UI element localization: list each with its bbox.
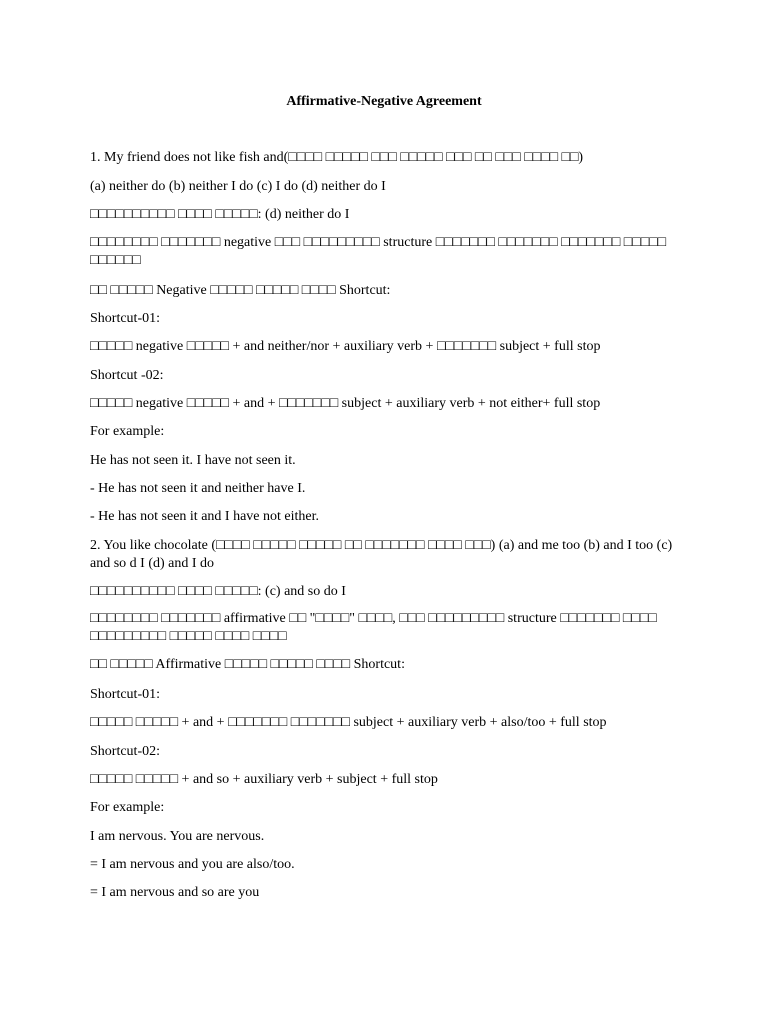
question-1: 1. My friend does not like fish and(□□□□ □□□□□ □□□ □□□□□ □□□ □□ □□□ □□□□ □□) [90, 150, 584, 165]
affirmative-example-1: I am nervous. You are nervous. [90, 829, 265, 844]
affirmative-explanation: □□□□□□□□ □□□□□□□ affirmative □□ "□□□□" □□□□, □□□ □□□□□□□□□ structure □□□□□□□ □□□□ □□□□□□□□□ □□□□□ □□□□ □□□□ [90, 611, 657, 644]
affirmative-shortcut-01-rule: □□□□□ □□□□□ + and + □□□□□□□ □□□□□□□ subject + auxiliary verb + also/too + full stop [90, 715, 607, 730]
affirmative-example-3: = I am nervous and so are you [90, 885, 260, 900]
negative-example-1: He has not seen it. I have not seen it. [90, 453, 296, 468]
negative-shortcut-01-label: Shortcut-01: [90, 311, 160, 326]
negative-example-label: For example: [90, 424, 165, 439]
affirmative-shortcut-01-label: Shortcut-01: [90, 687, 160, 702]
negative-shortcut-02-label: Shortcut -02: [90, 368, 164, 383]
affirmative-example-label: For example: [90, 800, 165, 815]
document-title: Affirmative-Negative Agreement [286, 94, 482, 109]
negative-example-2: - He has not seen it and neither have I. [90, 481, 306, 496]
negative-shortcut-02-rule: □□□□□ negative □□□□□ + and + □□□□□□□ subject + auxiliary verb + not either+ full stop [90, 396, 601, 411]
affirmative-shortcut-02-rule: □□□□□ □□□□□ + and so + auxiliary verb + subject + full stop [90, 772, 438, 787]
question-1-options: (a) neither do (b) neither I do (c) I do (d) neither do I [90, 179, 386, 194]
affirmative-shortcut-02-label: Shortcut-02: [90, 744, 160, 759]
negative-shortcut-01-rule: □□□□□ negative □□□□□ + and neither/nor + auxiliary verb + □□□□□□□ subject + full stop [90, 339, 601, 354]
negative-shortcut-heading: □□ □□□□□ Negative □□□□□ □□□□□ □□□□ Shortcut: [90, 283, 391, 298]
negative-example-3: - He has not seen it and I have not either. [90, 509, 319, 524]
question-2: 2. You like chocolate (□□□□ □□□□□ □□□□□ □□ □□□□□□□ □□□□ □□□) (a) and me too (b) and I too (c) and so d I (d) and I do [90, 538, 673, 571]
affirmative-example-2: = I am nervous and you are also/too. [90, 857, 295, 872]
affirmative-shortcut-heading: □□ □□□□□ Affirmative □□□□□ □□□□□ □□□□ Shortcut: [90, 657, 405, 672]
negative-explanation: □□□□□□□□ □□□□□□□ negative □□□ □□□□□□□□□ structure □□□□□□□ □□□□□□□ □□□□□□□ □□□□□ □□□□□□ [90, 235, 667, 268]
question-1-answer: □□□□□□□□□□ □□□□ □□□□□: (d) neither do I [90, 207, 350, 222]
question-2-answer: □□□□□□□□□□ □□□□ □□□□□: (c) and so do I [90, 584, 346, 599]
